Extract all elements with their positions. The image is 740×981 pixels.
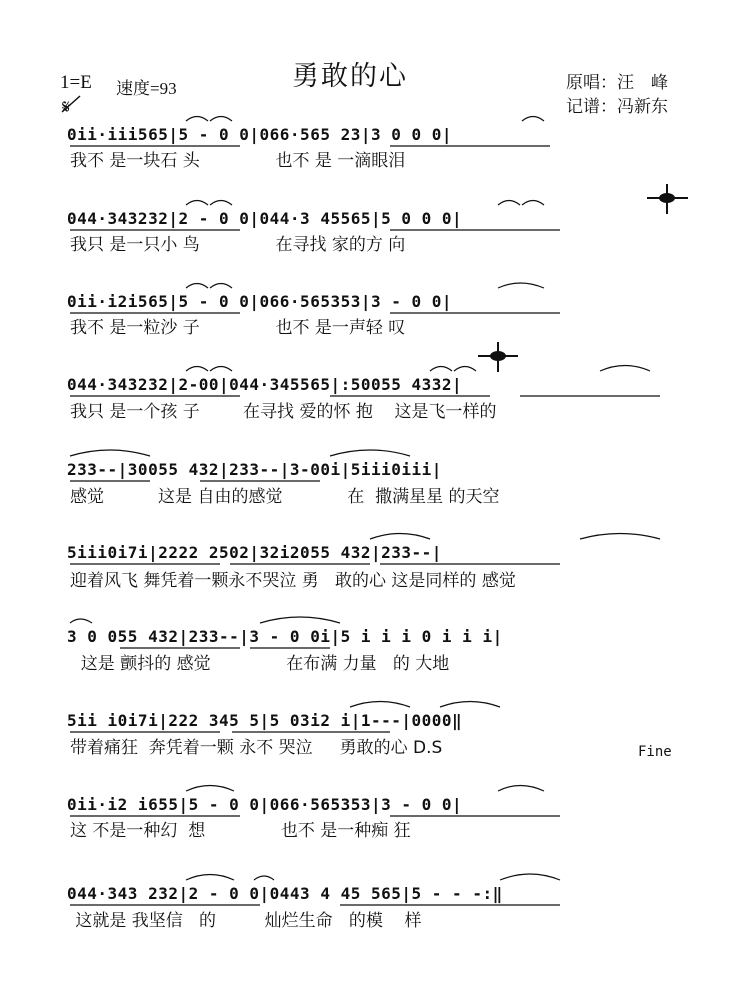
transcriber-credit: 记谱：冯新东 bbox=[566, 97, 668, 116]
tempo-marking: 速度=93 bbox=[116, 79, 177, 98]
singer-credit: 原唱：汪 峰 bbox=[566, 73, 668, 92]
coda-sign-2 bbox=[478, 342, 518, 372]
beam-lines bbox=[70, 146, 660, 905]
song-title: 勇敢的心 bbox=[292, 61, 408, 91]
notation-line-1: 0ii·iii565|5 - 0 0|066·565 23|3 0 0 0| bbox=[67, 125, 453, 144]
segno-stroke bbox=[62, 96, 80, 112]
fine-marking: Fine bbox=[638, 744, 672, 760]
slur-arcs bbox=[70, 117, 660, 881]
lyrics-line-1: 我不 是一块石 头 也不 是 一滴眼泪 bbox=[70, 151, 406, 171]
notation-line-10: 044·343 232|2 - 0 0|0443 4 45 565|5 - - -:‖ bbox=[67, 884, 503, 903]
lyrics-line-5: 感觉 这是 自由的感觉 在 撒满星星 的天空 bbox=[70, 487, 500, 507]
notation-line-9: 0ii·i2 i655|5 - 0 0|066·565353|3 - 0 0| bbox=[67, 795, 463, 814]
notation-line-4: 044·343232|2-00|044·345565|:50055 4332| bbox=[67, 375, 463, 394]
lyrics-line-4: 我只 是一个孩 子 在寻找 爱的怀 抱 这是飞一样的 bbox=[70, 402, 497, 422]
lyrics-line-8: 带着痛狂 奔凭着一颗 永不 哭泣 勇敢的心 D.S bbox=[70, 738, 443, 758]
notation-line-6: 5iii0i7i|2222 2502|32i2055 432|233--| bbox=[67, 543, 442, 562]
lyrics-line-6: 迎着风飞 舞凭着一颗永不哭泣 勇 敢的心 这是同样的 感觉 bbox=[70, 571, 516, 591]
lyrics-line-3: 我不 是一粒沙 子 也不 是一声轻 叹 bbox=[70, 318, 406, 338]
notation-line-7: 3 0 055 432|233--|3 - 0 0i|5 i i i 0 i i i| bbox=[67, 627, 503, 646]
notation-line-2: 044·343232|2 - 0 0|044·3 45565|5 0 0 0| bbox=[67, 209, 463, 228]
key-signature: 1=E bbox=[60, 72, 92, 93]
segno-sign: 𝄋 bbox=[62, 96, 71, 118]
notation-line-8: 5ii i0i7i|222 345 5|5 03i2 i|1---|0000‖ bbox=[67, 711, 463, 730]
lyrics-line-10: 这就是 我坚信 的 灿烂生命 的模 样 bbox=[70, 911, 422, 931]
lyrics-line-2: 我只 是一只小 鸟 在寻找 家的方 向 bbox=[70, 235, 406, 255]
notation-line-3: 0ii·i2i565|5 - 0 0|066·565353|3 - 0 0| bbox=[67, 292, 453, 311]
notation-line-5: 233--|30055 432|233--|3-00i|5iii0iii| bbox=[67, 460, 442, 479]
lyrics-line-7: 这是 颤抖的 感觉 在布满 力量 的 大地 bbox=[70, 654, 450, 674]
lyrics-line-9: 这 不是一种幻 想 也不 是一种痴 狂 bbox=[70, 821, 411, 841]
coda-sign-1 bbox=[647, 184, 688, 214]
